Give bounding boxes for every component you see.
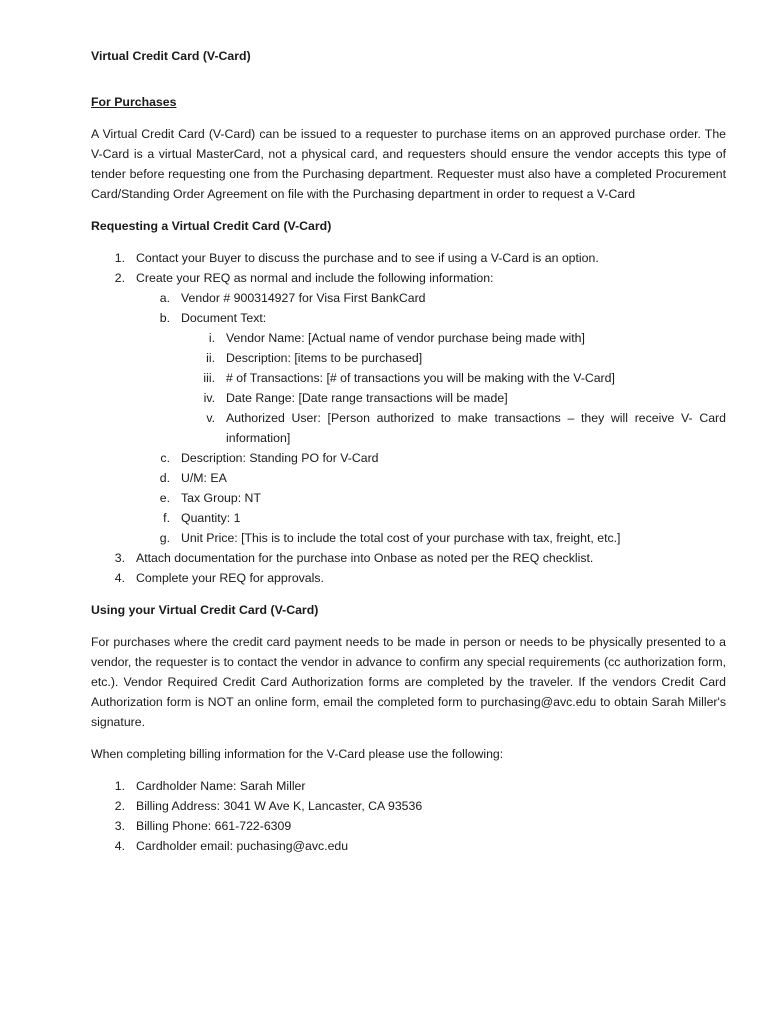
list-item <box>91 796 726 816</box>
list-item <box>91 248 726 268</box>
list-item-number: i. <box>208 331 215 345</box>
list-item-text: Date Range: [Date range transactions will be made] <box>226 391 508 405</box>
list-item-text: Authorized User: [Person authorized to make transactions – they will receive V- Card information] <box>226 411 726 445</box>
list-item-text: Vendor Name: [Actual name of vendor purchase being made with] <box>226 331 585 345</box>
list-item-number: d. <box>159 471 170 485</box>
list-item-number: 3. <box>114 551 125 565</box>
list-item <box>91 836 726 856</box>
for-purchases-heading: For Purchases <box>91 95 177 109</box>
billing-info-list <box>91 776 726 856</box>
sub-sub-list-item <box>91 348 726 368</box>
list-item-text: Document Text: <box>181 311 267 325</box>
list-item <box>91 548 726 568</box>
list-item-text: Billing Phone: 661-722-6309 <box>136 819 292 833</box>
document-title: Virtual Credit Card (V-Card) <box>91 49 251 63</box>
list-item-text: Billing Address: 3041 W Ave K, Lancaster, CA 93536 <box>136 799 423 813</box>
list-item-number: 4. <box>114 571 125 585</box>
list-item-number: a. <box>159 291 170 305</box>
list-item-text: Description: Standing PO for V-Card <box>181 451 379 465</box>
list-item-number: 1. <box>114 251 125 265</box>
sub-list-item <box>91 508 726 528</box>
list-item-number: v. <box>206 411 215 425</box>
sub-list-item <box>91 448 726 468</box>
list-item-number: 1. <box>114 779 125 793</box>
list-item-number: e. <box>159 491 170 505</box>
list-item-text: Quantity: 1 <box>181 511 241 525</box>
list-item <box>91 776 726 796</box>
list-item <box>91 568 726 588</box>
requesting-steps-list <box>91 248 726 588</box>
list-item-number: iii. <box>203 371 215 385</box>
list-item-number: 2. <box>114 799 125 813</box>
list-item-text: Unit Price: [This is to include the total cost of your purchase with tax, freight, etc.] <box>181 531 621 545</box>
list-item <box>91 268 726 288</box>
using-vcard-paragraph: For purchases where the credit card payment needs to be made in person or needs to be physically presented to a vendor, the requester is to contact the vendor in advance to confirm any special requirements (cc authorization form, etc.). Vendor Required Credit Card Authorization forms are completed by the traveler. If the vendors Credit Card Authorization form is NOT an online form, email the completed form to purchasing@avc.edu to obtain Sarah Miller's signature. <box>91 635 726 729</box>
list-item-number: c. <box>160 451 170 465</box>
list-item-text: Cardholder email: puchasing@avc.edu <box>136 839 349 853</box>
list-item-text: Cardholder Name: Sarah Miller <box>136 779 306 793</box>
using-vcard-heading: Using your Virtual Credit Card (V-Card) <box>91 603 319 617</box>
list-item-text: Attach documentation for the purchase into Onbase as noted per the REQ checklist. <box>136 551 594 565</box>
list-item-text: Complete your REQ for approvals. <box>136 571 324 585</box>
list-item-number: 3. <box>114 819 125 833</box>
list-item-number: g. <box>159 531 170 545</box>
sub-sub-list-item <box>91 328 726 348</box>
sub-sub-list-item <box>91 388 726 408</box>
sub-list-item <box>91 288 726 308</box>
sub-sub-list-item <box>91 408 726 448</box>
sub-list-item <box>91 468 726 488</box>
for-purchases-paragraph: A Virtual Credit Card (V-Card) can be issued to a requester to purchase items on an approved purchase order. The V-Card is a virtual MasterCard, not a physical card, and requesters should ensure the vendor accepts this type of tender before requesting one from the Purchasing department. Requester must also have a completed Procurement Card/Standing Order Agreement on file with the Purchasing department in order to request a V-Card <box>91 127 726 201</box>
sub-list-item <box>91 528 726 548</box>
list-item-number: 2. <box>114 271 125 285</box>
sub-list-item <box>91 488 726 508</box>
sub-sub-list-item <box>91 368 726 388</box>
requesting-vcard-heading: Requesting a Virtual Credit Card (V-Card) <box>91 219 332 233</box>
document-page <box>91 46 726 868</box>
list-item-number: iv. <box>203 391 215 405</box>
list-item-text: U/M: EA <box>181 471 227 485</box>
list-item-text: Contact your Buyer to discuss the purchase and to see if using a V-Card is an option. <box>136 251 599 265</box>
list-item-text: # of Transactions: [# of transactions you will be making with the V-Card] <box>226 371 615 385</box>
list-item-text: Description: [items to be purchased] <box>226 351 423 365</box>
list-item-number: f. <box>163 511 170 525</box>
list-item-number: b. <box>159 311 170 325</box>
list-item-number: 4. <box>114 839 125 853</box>
list-item-text: Create your REQ as normal and include the following information: <box>136 271 494 285</box>
list-item-text: Tax Group: NT <box>181 491 261 505</box>
sub-list-item <box>91 308 726 328</box>
list-item <box>91 816 726 836</box>
billing-intro-paragraph: When completing billing information for the V-Card please use the following: <box>91 747 504 761</box>
list-item-text: Vendor # 900314927 for Visa First BankCard <box>181 291 426 305</box>
list-item-number: ii. <box>206 351 215 365</box>
